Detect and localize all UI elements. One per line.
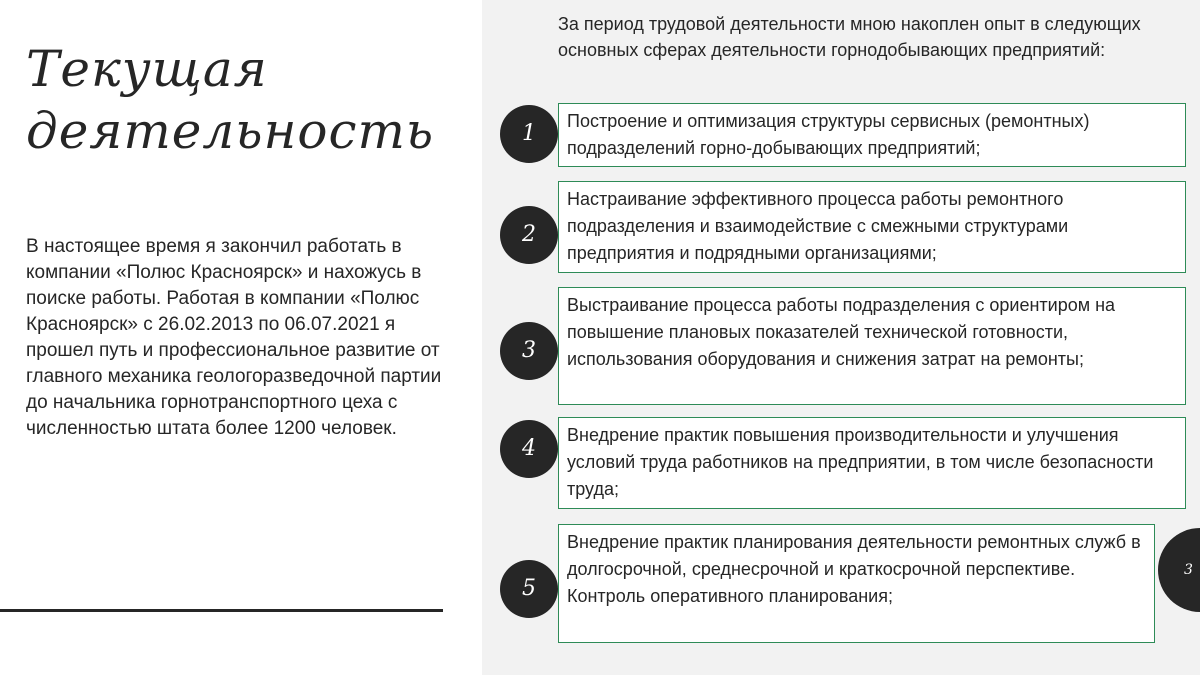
item-box-5 bbox=[558, 524, 1155, 643]
number-badge-4: 4 bbox=[500, 420, 558, 478]
item-text-4: Внедрение практик повышения производительности и улучшения условий труда работников на предприятии, в том числе безопасности труда; bbox=[567, 425, 1154, 499]
divider bbox=[0, 609, 443, 612]
item-box-1 bbox=[558, 103, 1186, 167]
item-text-3: Выстраивание процесса работы подразделения с ориентиром на повышение плановых показателей технической готовности, использования оборудования и снижения затрат на ремонты; bbox=[567, 295, 1116, 369]
page-number: 3 bbox=[1158, 528, 1200, 612]
number-badge-5: 5 bbox=[500, 560, 558, 618]
item-box-4 bbox=[558, 417, 1186, 509]
item-box-3 bbox=[558, 287, 1186, 405]
item-text-1: Построение и оптимизация структуры сервисных (ремонтных) подразделений горно-добывающих предприятий; bbox=[567, 111, 1090, 158]
slide-title: Текущая деятельность bbox=[26, 40, 435, 160]
number-badge-2: 2 bbox=[500, 206, 558, 264]
item-box-2 bbox=[558, 181, 1186, 273]
number-badge-1: 1 bbox=[500, 105, 558, 163]
body-text: В настоящее время я закончил работать в компании «Полюс Красноярск» и нахожусь в поиске работы. Работая в компании «Полюс Красноярск» с 26.02.2013 по 06.07.2021 я прошел путь и профессиональное развитие от главного механика геологоразведочной партии до начальника горнотранспортного цеха с численностью штата более 1200 человек. bbox=[26, 236, 442, 439]
intro-text: За период трудовой деятельности мною накоплен опыт в следующих основных сферах деятельности горнодобывающих предприятий: bbox=[558, 14, 1141, 60]
item-text-5: Внедрение практик планирования деятельности ремонтных служб в долгосрочной, среднесрочной и краткосрочной перспективе. Контроль оперативного планирования; bbox=[567, 532, 1141, 606]
number-badge-3: 3 bbox=[500, 322, 558, 380]
item-text-2: Настраивание эффективного процесса работы ремонтного подразделения и взаимодействие с смежными структурами предприятия и подрядными организациями; bbox=[567, 189, 1069, 263]
